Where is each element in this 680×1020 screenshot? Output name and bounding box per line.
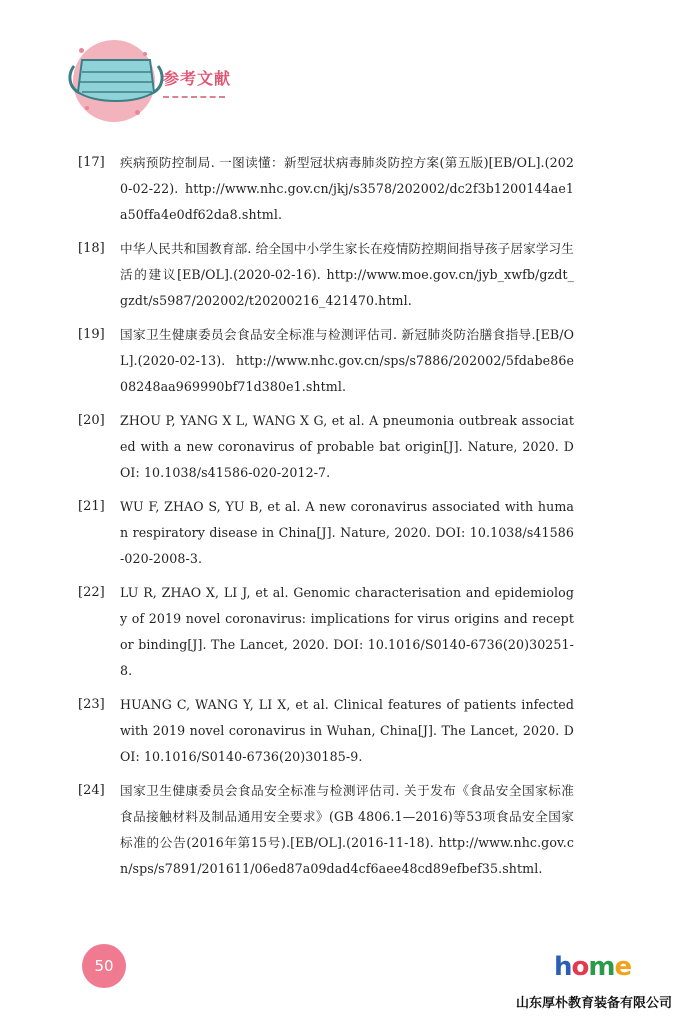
reference-item	[78, 494, 574, 572]
reference-text: 国家卫生健康委员会食品安全标准与检测评估司. 新冠肺炎防治膳食指导.[EB/OL].(2020-02-13). http://www.nhc.gov.cn/sps/s7886/202002/5fdabe86e08248aa969990bf71d380e1.shtml.	[120, 327, 574, 394]
reference-text: ZHOU P, YANG X L, WANG X G, et al. A pneumonia outbreak associated with a new coronavirus of probable bat origin[J]. Nature, 2020. DOI: 10.1038/s41586-020-2012-7.	[120, 413, 574, 480]
reference-item	[78, 692, 574, 770]
reference-number: [19]	[78, 327, 105, 342]
reference-number: [24]	[78, 783, 105, 798]
reference-item	[78, 778, 574, 882]
section-title: 参考文献	[163, 69, 232, 88]
reference-text: WU F, ZHAO S, YU B, et al. A new coronavirus associated with human respiratory disease in China[J]. Nature, 2020. DOI: 10.1038/s41586-020-2008-3.	[120, 499, 574, 566]
reference-number: [21]	[78, 499, 105, 514]
title-underline	[163, 96, 225, 98]
reference-number: [18]	[78, 241, 105, 256]
reference-text: LU R, ZHAO X, LI J, et al. Genomic characterisation and epidemiology of 2019 novel coronavirus: implications for virus origins and receptor binding[J]. The Lancet, 2020. DOI: 10.1016/S0140-6736(20)30251-8.	[120, 585, 574, 678]
reference-text: 国家卫生健康委员会食品安全标准与检测评估司. 关于发布《食品安全国家标准 食品接触材料及制品通用安全要求》(GB 4806.1—2016)等53项食品安全国家标准的公告(2016年第15号).[EB/OL].(2016-11-18). http://www.nhc.gov.cn/sps/s7891/201611/06ed87a09dad4cf6aee48cd89efbef35.shtml.	[120, 783, 574, 876]
reference-text: 疾病预防控制局. 一图读懂：新型冠状病毒肺炎防控方案(第五版)[EB/OL].(2020-02-22). http://www.nhc.gov.cn/jkj/s3578/202002/dc2f3b1200144ae1a50ffa4e0df62da8.shtml.	[120, 155, 574, 222]
brand-logo: home	[554, 952, 632, 982]
reference-number: [20]	[78, 413, 105, 428]
reference-item	[78, 322, 574, 400]
reference-text: 中华人民共和国教育部. 给全国中小学生家长在疫情防控期间指导孩子居家学习生活的建议[EB/OL].(2020-02-16). http://www.moe.gov.cn/jyb_xwfb/gzdt_gzdt/s5987/202002/t20200216_421470.html.	[120, 241, 574, 308]
reference-item	[78, 580, 574, 684]
reference-list	[78, 150, 574, 890]
reference-text: HUANG C, WANG Y, LI X, et al. Clinical features of patients infected with 2019 novel coronavirus in Wuhan, China[J]. The Lancet, 2020. DOI: 10.1016/S0140-6736(20)30185-9.	[120, 697, 574, 764]
reference-number: [22]	[78, 585, 105, 600]
reference-item	[78, 236, 574, 314]
reference-item	[78, 408, 574, 486]
reference-number: [17]	[78, 155, 105, 170]
reference-item	[78, 150, 574, 228]
reference-number: [23]	[78, 697, 105, 712]
page-number: 50	[82, 944, 126, 988]
face-mask-icon	[68, 52, 164, 108]
brand-name: 山东厚朴教育装备有限公司	[515, 996, 672, 1011]
